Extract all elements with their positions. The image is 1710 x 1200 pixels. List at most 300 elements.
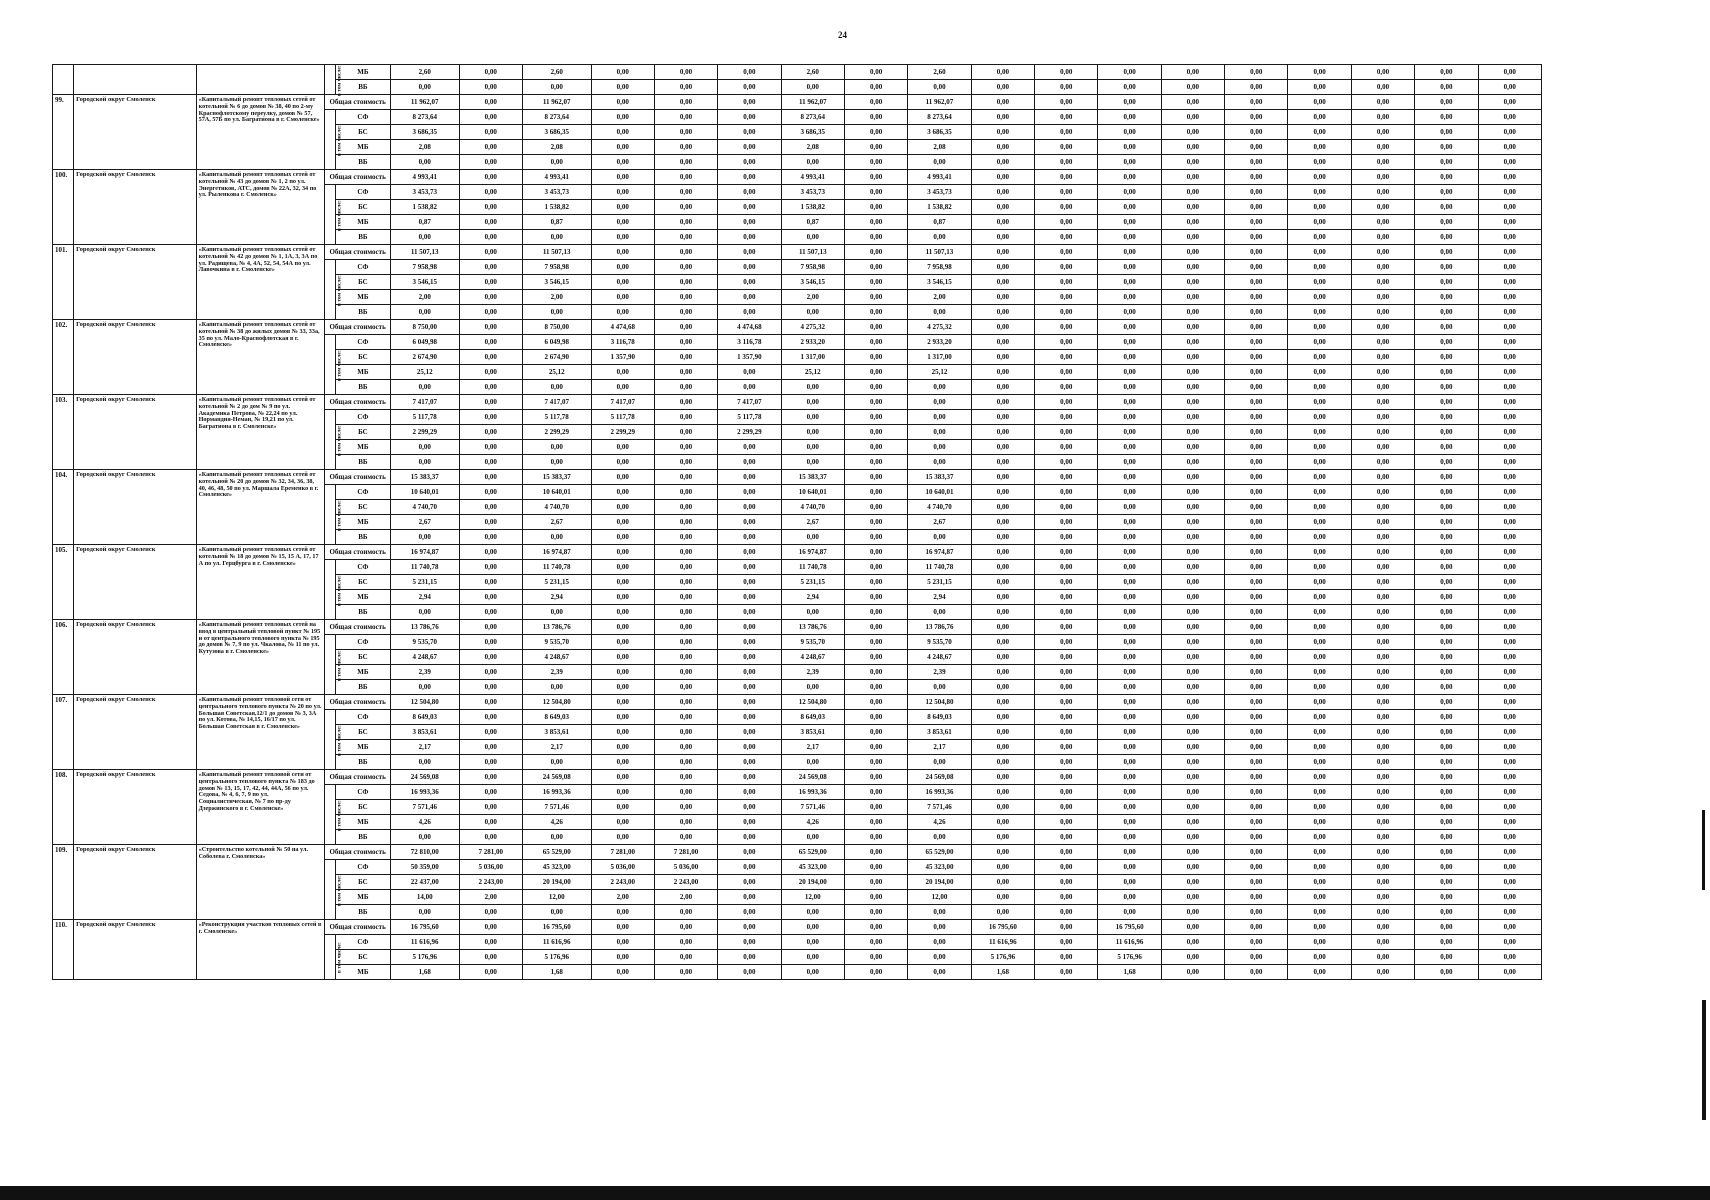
value-cell: 0,00 [654, 800, 717, 815]
value-cell: 0,00 [1415, 395, 1478, 410]
value-cell: 0,00 [971, 365, 1034, 380]
value-cell: 0,00 [1415, 320, 1478, 335]
value-cell: 0,00 [844, 635, 907, 650]
value-cell: 0,00 [459, 155, 522, 170]
value-cell: 0,00 [1415, 830, 1478, 845]
value-cell: 0,00 [908, 605, 971, 620]
value-cell: 0,00 [1225, 245, 1288, 260]
value-cell: 0,00 [971, 485, 1034, 500]
value-cell: 0,00 [654, 320, 717, 335]
value-cell: 0,00 [718, 965, 781, 980]
value-cell: 5 176,96 [522, 950, 591, 965]
value-cell: 0,00 [908, 305, 971, 320]
value-cell: 0,00 [1415, 155, 1478, 170]
value-cell: 0,00 [844, 155, 907, 170]
value-cell: 7 281,00 [654, 845, 717, 860]
value-cell: 0,00 [1035, 500, 1098, 515]
value-cell: 0,00 [1225, 140, 1288, 155]
value-cell: 0,00 [591, 80, 654, 95]
value-cell: 4 474,68 [591, 320, 654, 335]
value-cell: 0,00 [1415, 920, 1478, 935]
value-cell: 0,00 [844, 440, 907, 455]
value-cell: 0,00 [1478, 545, 1541, 560]
value-cell: 5 231,15 [908, 575, 971, 590]
value-cell: 0,00 [1415, 170, 1478, 185]
value-cell: 1 538,82 [390, 200, 459, 215]
value-cell: 0,00 [1351, 650, 1414, 665]
value-cell: 0,00 [459, 965, 522, 980]
value-cell: 0,00 [1415, 485, 1478, 500]
value-cell: 0,00 [1225, 455, 1288, 470]
value-cell: 0,00 [1161, 395, 1224, 410]
value-cell: 0,00 [844, 170, 907, 185]
value-cell: 0,00 [718, 830, 781, 845]
value-cell: 0,00 [459, 305, 522, 320]
value-cell: 0,00 [1161, 710, 1224, 725]
value-cell: 0,00 [1161, 455, 1224, 470]
value-cell: 0,00 [1098, 440, 1161, 455]
value-cell: 7 281,00 [591, 845, 654, 860]
value-cell: 0,00 [1415, 815, 1478, 830]
value-cell: 0,00 [1288, 935, 1351, 950]
row-label: БС [335, 500, 390, 515]
value-cell: 10 640,01 [390, 485, 459, 500]
value-cell: 0,00 [718, 620, 781, 635]
value-cell: 0,00 [1225, 545, 1288, 560]
value-cell: 0,00 [1225, 500, 1288, 515]
value-cell: 0,00 [1288, 830, 1351, 845]
value-cell: 0,00 [1225, 110, 1288, 125]
value-cell: 7 417,07 [718, 395, 781, 410]
value-cell: 0,00 [1035, 80, 1098, 95]
value-cell: 0,00 [522, 755, 591, 770]
value-cell: 0,00 [1415, 590, 1478, 605]
value-cell: 0,00 [1225, 830, 1288, 845]
value-cell: 0,00 [844, 215, 907, 230]
row-label: ВБ [335, 905, 390, 920]
value-cell: 0,00 [844, 350, 907, 365]
value-cell: 0,00 [1288, 800, 1351, 815]
value-cell: 0,00 [1098, 260, 1161, 275]
value-cell: 0,00 [781, 230, 844, 245]
value-cell: 0,00 [781, 425, 844, 440]
value-cell: 5 117,78 [591, 410, 654, 425]
value-cell: 0,00 [390, 155, 459, 170]
value-cell: 0,00 [971, 395, 1034, 410]
value-cell: 0,00 [654, 965, 717, 980]
value-cell: 0,00 [1415, 215, 1478, 230]
value-cell: 0,00 [654, 440, 717, 455]
value-cell: 0,00 [1288, 425, 1351, 440]
value-cell: 24 569,08 [908, 770, 971, 785]
value-cell: 7 958,98 [390, 260, 459, 275]
value-cell: 0,00 [390, 80, 459, 95]
value-cell: 0,00 [1035, 215, 1098, 230]
value-cell: 0,00 [1098, 905, 1161, 920]
value-cell: 0,00 [844, 485, 907, 500]
value-cell: 0,00 [781, 395, 844, 410]
vertical-label: в том числе: [337, 425, 344, 456]
value-cell: 0,00 [1225, 65, 1288, 80]
value-cell: 0,00 [1478, 710, 1541, 725]
value-cell: 0,00 [1035, 665, 1098, 680]
value-cell: 0,00 [1225, 920, 1288, 935]
value-cell: 0,00 [1161, 665, 1224, 680]
value-cell: 0,00 [1098, 335, 1161, 350]
value-cell: 0,00 [591, 485, 654, 500]
value-cell: 0,00 [1478, 680, 1541, 695]
value-cell: 0,00 [1478, 140, 1541, 155]
value-cell: 16 974,87 [908, 545, 971, 560]
value-cell: 0,00 [1415, 755, 1478, 770]
value-cell: 3 546,15 [908, 275, 971, 290]
value-cell: 0,00 [1225, 485, 1288, 500]
row-label: МБ [335, 290, 390, 305]
value-cell: 0,00 [718, 530, 781, 545]
value-cell: 0,00 [1351, 395, 1414, 410]
value-cell: 0,00 [971, 425, 1034, 440]
value-cell: 0,00 [591, 155, 654, 170]
value-cell: 50 359,00 [390, 860, 459, 875]
value-cell: 0,00 [781, 440, 844, 455]
value-cell: 0,00 [1161, 650, 1224, 665]
row-label: СФ [335, 110, 390, 125]
value-cell: 0,00 [1225, 425, 1288, 440]
value-cell: 0,00 [1288, 380, 1351, 395]
value-cell: 0,00 [908, 680, 971, 695]
value-cell: 0,00 [1351, 920, 1414, 935]
value-cell: 4 740,70 [908, 500, 971, 515]
value-cell: 0,00 [844, 245, 907, 260]
value-cell: 0,00 [1478, 425, 1541, 440]
value-cell: 0,00 [390, 680, 459, 695]
value-cell: 0,00 [718, 725, 781, 740]
value-cell: 0,00 [718, 260, 781, 275]
value-cell: 0,00 [459, 650, 522, 665]
value-cell: 8 273,64 [390, 110, 459, 125]
value-cell: 0,00 [1035, 275, 1098, 290]
value-cell: 20 194,00 [908, 875, 971, 890]
value-cell: 0,00 [1478, 890, 1541, 905]
value-cell: 0,00 [971, 890, 1034, 905]
project-description: «Капитальный ремонт тепловых сетей на ввод в центральный тепловой пункт № 195 и от центрального теплового пункта № 195 до домов № 7, 9 по ул. Чкалова, № 11 по ул. Кутузова в г. Смоленске» [196, 620, 325, 695]
value-cell: 0,00 [591, 680, 654, 695]
value-cell: 0,00 [971, 470, 1034, 485]
value-cell: 1 538,82 [522, 200, 591, 215]
value-cell: 0,00 [1035, 755, 1098, 770]
value-cell: 0,00 [591, 725, 654, 740]
value-cell: 0,00 [844, 80, 907, 95]
value-cell: 0,00 [718, 440, 781, 455]
value-cell: 16 795,60 [390, 920, 459, 935]
value-cell: 0,00 [844, 785, 907, 800]
value-cell: 0,00 [781, 380, 844, 395]
value-cell: 0,00 [1035, 890, 1098, 905]
value-cell: 0,00 [971, 545, 1034, 560]
value-cell: 16 795,60 [971, 920, 1034, 935]
value-cell: 0,00 [1478, 695, 1541, 710]
value-cell: 4 993,41 [908, 170, 971, 185]
value-cell: 0,00 [1225, 695, 1288, 710]
value-cell: 0,00 [1098, 230, 1161, 245]
value-cell: 0,00 [1415, 455, 1478, 470]
value-cell: 0,00 [1035, 935, 1098, 950]
value-cell: 0,00 [591, 590, 654, 605]
row-label: СФ [335, 785, 390, 800]
value-cell: 0,00 [1288, 470, 1351, 485]
value-cell: 7 958,98 [781, 260, 844, 275]
value-cell: 0,00 [971, 755, 1034, 770]
value-cell: 3 116,78 [591, 335, 654, 350]
value-cell: 0,00 [1288, 230, 1351, 245]
value-cell: 0,00 [718, 605, 781, 620]
value-cell: 5 117,78 [522, 410, 591, 425]
municipality: Городской округ Смоленск [74, 320, 196, 395]
value-cell: 8 649,03 [390, 710, 459, 725]
value-cell: 0,00 [591, 545, 654, 560]
value-cell: 0,00 [459, 380, 522, 395]
value-cell: 0,00 [1415, 290, 1478, 305]
value-cell: 0,00 [1035, 635, 1098, 650]
value-cell: 0,00 [844, 830, 907, 845]
value-cell: 0,00 [971, 275, 1034, 290]
value-cell: 0,00 [1098, 380, 1161, 395]
value-cell: 0,00 [844, 950, 907, 965]
value-cell: 0,00 [1225, 410, 1288, 425]
value-cell: 0,00 [1225, 200, 1288, 215]
value-cell: 0,00 [591, 740, 654, 755]
value-cell: 0,00 [654, 710, 717, 725]
item-number: 100. [53, 170, 74, 245]
value-cell: 0,00 [1478, 950, 1541, 965]
value-cell: 0,00 [1288, 890, 1351, 905]
value-cell: 4 248,67 [781, 650, 844, 665]
value-cell: 0,00 [459, 320, 522, 335]
value-cell: 15 383,37 [390, 470, 459, 485]
value-cell: 0,00 [718, 185, 781, 200]
value-cell: 0,00 [1288, 635, 1351, 650]
value-cell: 0,00 [1415, 410, 1478, 425]
value-cell: 0,00 [1415, 185, 1478, 200]
value-cell: 0,00 [1161, 260, 1224, 275]
value-cell: 0,00 [1351, 965, 1414, 980]
value-cell: 0,00 [718, 305, 781, 320]
value-cell: 0,00 [1098, 650, 1161, 665]
value-cell: 0,00 [718, 110, 781, 125]
value-cell: 0,00 [718, 170, 781, 185]
value-cell: 0,00 [1351, 170, 1414, 185]
value-cell: 0,00 [971, 770, 1034, 785]
value-cell: 0,00 [1161, 875, 1224, 890]
value-cell: 0,00 [1035, 965, 1098, 980]
value-cell: 3 116,78 [718, 335, 781, 350]
project-description: «Капитальный ремонт тепловых сетей от котельной № 20 до домов № 32, 34, 36, 38, 40, 46, 48, 50 по ул. Маршала Еременко в г. Смоленске» [196, 470, 325, 545]
value-cell: 5 231,15 [390, 575, 459, 590]
value-cell: 0,00 [971, 455, 1034, 470]
value-cell: 0,00 [971, 380, 1034, 395]
value-cell: 0,00 [1098, 80, 1161, 95]
value-cell: 0,00 [459, 140, 522, 155]
value-cell: 0,00 [1225, 815, 1288, 830]
value-cell: 0,00 [1098, 830, 1161, 845]
value-cell: 0,00 [1478, 530, 1541, 545]
value-cell: 0,00 [654, 170, 717, 185]
value-cell: 2,67 [781, 515, 844, 530]
value-cell: 0,00 [1415, 275, 1478, 290]
value-cell: 0,00 [971, 335, 1034, 350]
row-label: МБ [335, 365, 390, 380]
row-label: МБ [335, 590, 390, 605]
value-cell: 0,00 [459, 395, 522, 410]
value-cell: 0,00 [971, 560, 1034, 575]
row-label: МБ [335, 890, 390, 905]
value-cell: 10 640,01 [781, 485, 844, 500]
value-cell: 0,00 [1351, 80, 1414, 95]
value-cell: 16 974,87 [522, 545, 591, 560]
vertical-label-cell [325, 335, 344, 395]
value-cell: 0,00 [654, 605, 717, 620]
value-cell: 0,00 [1035, 590, 1098, 605]
value-cell: 0,00 [1478, 800, 1541, 815]
value-cell: 0,00 [591, 935, 654, 950]
row-label: Общая стоимость [325, 770, 390, 785]
value-cell: 0,00 [1035, 65, 1098, 80]
vertical-label: в том числе: [337, 725, 344, 756]
value-cell: 0,00 [591, 245, 654, 260]
value-cell: 0,00 [1225, 530, 1288, 545]
value-cell: 0,00 [591, 830, 654, 845]
value-cell: 0,00 [1351, 380, 1414, 395]
value-cell: 0,00 [1415, 725, 1478, 740]
value-cell: 0,00 [971, 350, 1034, 365]
row-label: БС [335, 575, 390, 590]
value-cell: 0,00 [654, 425, 717, 440]
value-cell: 0,00 [718, 650, 781, 665]
value-cell: 0,00 [844, 935, 907, 950]
value-cell: 4 993,41 [390, 170, 459, 185]
value-cell: 0,00 [1161, 290, 1224, 305]
value-cell: 0,00 [459, 410, 522, 425]
value-cell: 0,00 [1351, 335, 1414, 350]
value-cell: 0,00 [522, 380, 591, 395]
value-cell: 16 993,36 [781, 785, 844, 800]
value-cell: 0,00 [1288, 545, 1351, 560]
value-cell: 0,00 [718, 635, 781, 650]
value-cell: 0,00 [1225, 590, 1288, 605]
value-cell: 0,00 [1288, 455, 1351, 470]
value-cell: 25,12 [781, 365, 844, 380]
value-cell: 3 686,35 [390, 125, 459, 140]
value-cell: 0,00 [522, 455, 591, 470]
value-cell: 0,00 [1035, 605, 1098, 620]
value-cell: 3 853,61 [781, 725, 844, 740]
row-label: МБ [335, 65, 390, 80]
value-cell: 0,00 [1225, 440, 1288, 455]
value-cell: 0,00 [459, 65, 522, 80]
value-cell: 0,00 [1035, 785, 1098, 800]
value-cell: 0,00 [1225, 875, 1288, 890]
row-label: ВБ [335, 155, 390, 170]
value-cell: 2,00 [781, 290, 844, 305]
value-cell: 0,00 [654, 350, 717, 365]
value-cell: 0,00 [1035, 290, 1098, 305]
value-cell: 0,00 [1098, 755, 1161, 770]
value-cell: 0,00 [1225, 260, 1288, 275]
value-cell: 0,00 [971, 320, 1034, 335]
value-cell: 0,00 [1225, 935, 1288, 950]
value-cell: 0,00 [718, 770, 781, 785]
value-cell: 0,00 [1098, 215, 1161, 230]
value-cell: 0,00 [1478, 875, 1541, 890]
value-cell: 0,00 [781, 935, 844, 950]
value-cell: 1 357,90 [591, 350, 654, 365]
value-cell: 0,00 [1225, 680, 1288, 695]
value-cell: 0,00 [1415, 710, 1478, 725]
value-cell: 0,00 [1161, 65, 1224, 80]
value-cell: 0,00 [1351, 500, 1414, 515]
value-cell: 8 649,03 [522, 710, 591, 725]
vertical-label-cell [325, 185, 344, 245]
value-cell: 4 248,67 [908, 650, 971, 665]
value-cell: 0,00 [844, 920, 907, 935]
row-label: ВБ [335, 380, 390, 395]
value-cell: 0,00 [718, 500, 781, 515]
value-cell: 0,00 [971, 575, 1034, 590]
table-row-total [53, 170, 1542, 185]
table-row-total [53, 470, 1542, 485]
value-cell: 0,00 [1161, 470, 1224, 485]
table-row-total [53, 845, 1542, 860]
value-cell: 0,00 [1351, 890, 1414, 905]
municipality: Городской округ Смоленск [74, 845, 196, 920]
value-cell: 0,00 [1161, 785, 1224, 800]
value-cell: 0,00 [591, 620, 654, 635]
value-cell: 11 740,78 [781, 560, 844, 575]
value-cell: 0,00 [459, 755, 522, 770]
value-cell: 0,00 [1288, 695, 1351, 710]
value-cell: 0,00 [1035, 485, 1098, 500]
value-cell: 0,00 [459, 590, 522, 605]
value-cell: 0,00 [1225, 470, 1288, 485]
value-cell: 0,00 [1161, 350, 1224, 365]
value-cell: 3 453,73 [781, 185, 844, 200]
item-number: 110. [53, 920, 74, 980]
value-cell: 0,00 [1035, 455, 1098, 470]
value-cell: 0,00 [591, 200, 654, 215]
value-cell: 0,00 [844, 545, 907, 560]
value-cell: 0,00 [591, 635, 654, 650]
value-cell: 0,00 [718, 710, 781, 725]
value-cell: 0,00 [971, 110, 1034, 125]
row-label: ВБ [335, 305, 390, 320]
value-cell: 0,00 [459, 185, 522, 200]
value-cell: 0,00 [1478, 305, 1541, 320]
value-cell: 0,00 [1415, 560, 1478, 575]
value-cell: 2,17 [390, 740, 459, 755]
value-cell: 0,00 [654, 920, 717, 935]
value-cell: 4 248,67 [390, 650, 459, 665]
value-cell: 0,00 [1035, 905, 1098, 920]
table-row-total [53, 545, 1542, 560]
value-cell: 2,00 [390, 290, 459, 305]
value-cell: 0,00 [1098, 890, 1161, 905]
value-cell: 0,00 [1098, 110, 1161, 125]
value-cell: 0,00 [459, 365, 522, 380]
vertical-label-cell [325, 485, 344, 545]
value-cell: 0,00 [459, 80, 522, 95]
value-cell: 0,00 [654, 380, 717, 395]
value-cell: 0,00 [718, 875, 781, 890]
